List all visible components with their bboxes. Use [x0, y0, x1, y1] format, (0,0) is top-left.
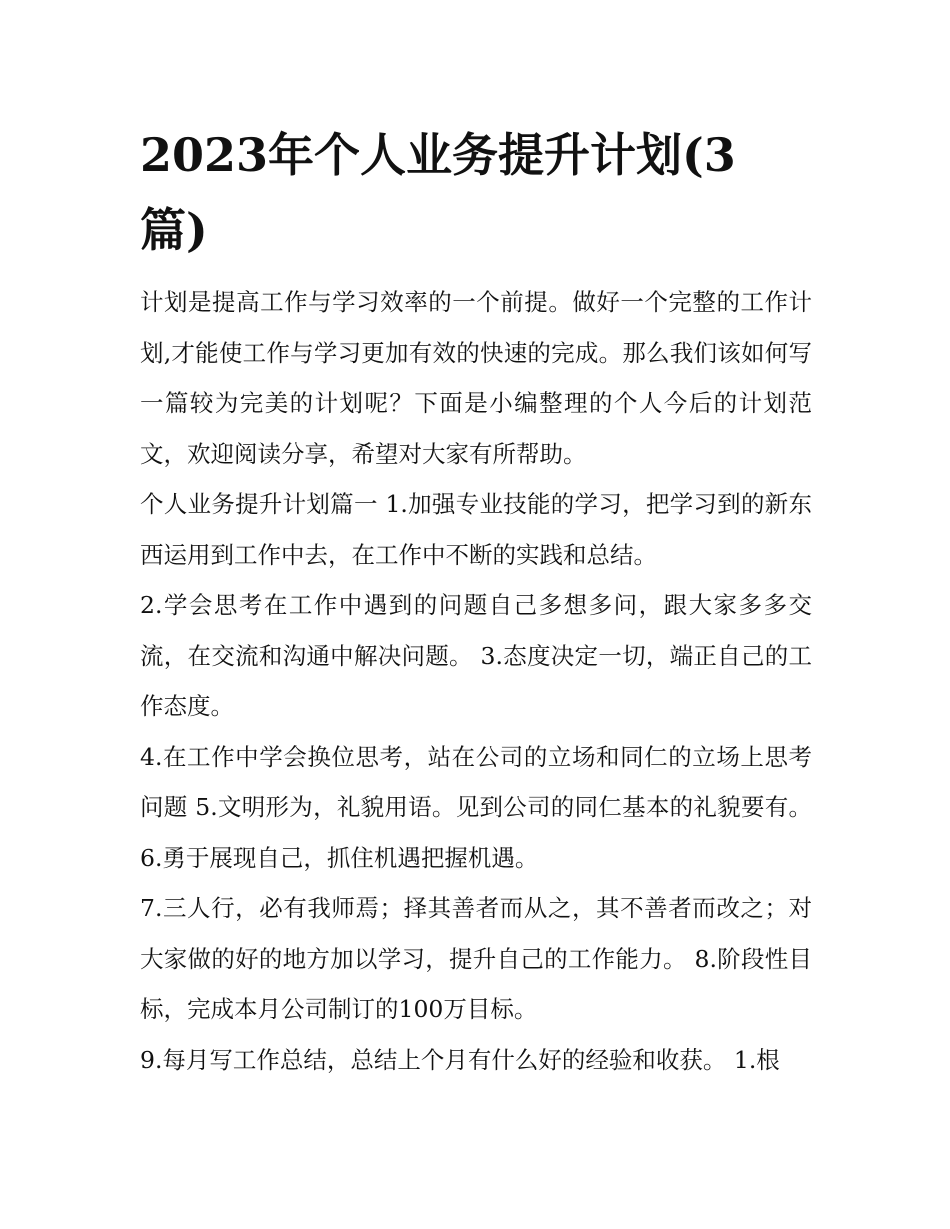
paragraph-item-9: 9.每月写工作总结，总结上个月有什么好的经验和收获。 1.根	[140, 1045, 780, 1074]
paragraph-item-2-3: 2.学会思考在工作中遇到的问题自己多想多问，跟大家多多交流，在交流和沟通中解决问题。 3.态度决定一切，端正自己的工作态度。	[140, 591, 812, 720]
document-title: 2023年个人业务提升计划(3篇)	[140, 128, 736, 257]
paragraph-item-4-6: 4.在工作中学会换位思考，站在公司的立场和同仁的立场上思考问题 5.文明形为，礼貌用语。见到公司的同仁基本的礼貌要有。 6.勇于展现自己，抓住机遇把握机遇。	[140, 742, 812, 872]
paragraph-intro: 计划是提高工作与学习效率的一个前提。做好一个完整的工作计划,才能使工作与学习更加有效的快速的完成。那么我们该如何写一篇较为完美的计划呢？下面是小编整理的个人今后的计划范文，欢迎阅读分享，希望对大家有所帮助。	[140, 288, 812, 468]
paragraph-item-7-8: 7.三人行，必有我师焉；择其善者而从之，其不善者而改之；对大家做的好的地方加以学习，提升自己的工作能力。 8.阶段性目标，完成本月公司制订的100万目标。	[140, 894, 812, 1023]
paragraph-item-1: 个人业务提升计划篇一 1.加强专业技能的学习，把学习到的新东西运用到工作中去，在工作中不断的实践和总结。	[140, 490, 812, 569]
document-body	[140, 277, 812, 1085]
